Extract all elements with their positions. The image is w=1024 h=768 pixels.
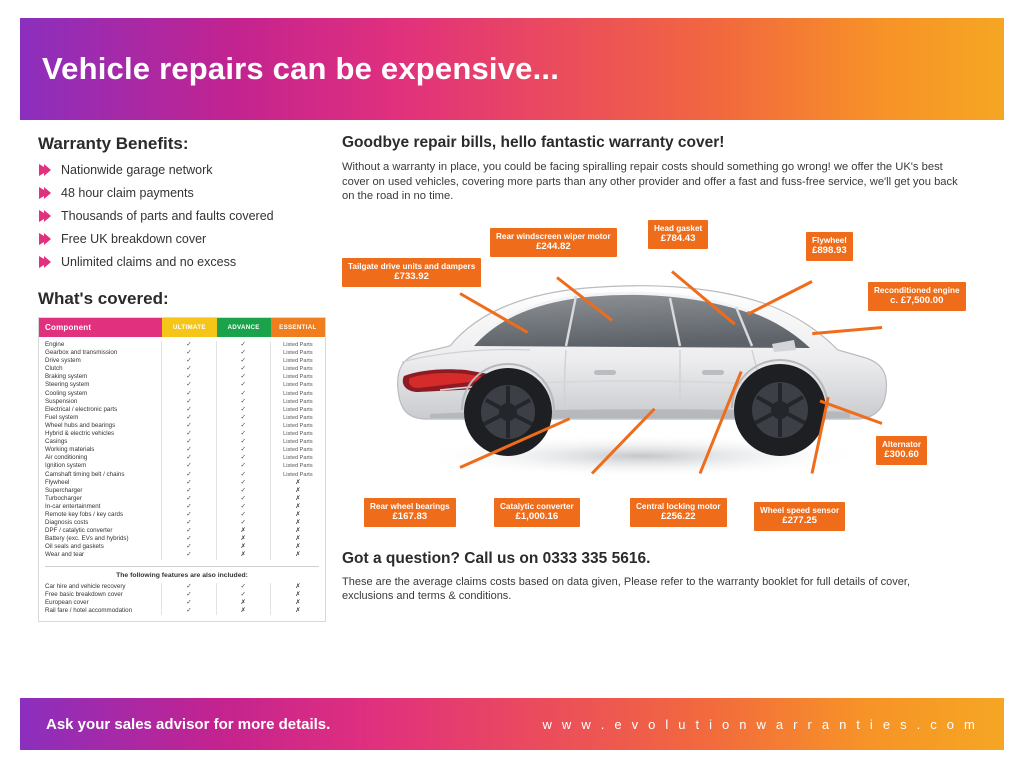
footer-website[interactable]: w w w . e v o l u t i o n w a r r a n t i e s . c o m xyxy=(542,716,978,732)
coverage-component-name: Electrical / electronic parts xyxy=(39,406,162,414)
coverage-cell-advance: ✓ xyxy=(217,349,271,357)
coverage-component-name: European cover xyxy=(39,599,162,607)
coverage-cell-ultimate: ✓ xyxy=(162,438,216,446)
coverage-cell-advance: ✗ xyxy=(217,543,271,551)
coverage-cell-advance: ✓ xyxy=(217,503,271,511)
coverage-cell-advance: ✓ xyxy=(217,471,271,479)
column-header-essential: ESSENTIAL xyxy=(271,318,325,337)
coverage-cell-advance: ✓ xyxy=(217,406,271,414)
coverage-cell-advance: ✓ xyxy=(217,438,271,446)
coverage-component-name: Hybrid & electric vehicles xyxy=(39,430,162,438)
coverage-cell-essential: Listed Parts xyxy=(283,471,313,478)
car-illustration xyxy=(380,258,900,488)
coverage-cell-ultimate: ✓ xyxy=(162,527,216,535)
callout-label: Central locking motor xyxy=(636,501,721,511)
coverage-cell-essential: ✗ xyxy=(295,582,301,590)
coverage-cell-ultimate: ✓ xyxy=(162,430,216,438)
whats-covered-title: What's covered: xyxy=(38,289,169,308)
table-row xyxy=(39,479,325,487)
coverage-table-header xyxy=(39,318,325,337)
coverage-component-name: Clutch xyxy=(39,365,162,373)
coverage-cell-essential: ✗ xyxy=(295,590,301,598)
table-row xyxy=(39,503,325,511)
table-row xyxy=(39,471,325,479)
coverage-component-name: Free basic breakdown cover xyxy=(39,591,162,599)
coverage-component-name: Battery (exc. EVs and hybrids) xyxy=(39,535,162,543)
coverage-cell-essential: Listed Parts xyxy=(283,350,313,357)
coverage-cell-essential: ✗ xyxy=(295,543,301,551)
coverage-cell-ultimate: ✓ xyxy=(162,373,216,381)
coverage-cell-essential: Listed Parts xyxy=(283,390,313,397)
table-row xyxy=(39,543,325,551)
question-paragraph: These are the average claims costs based on data given, Please refer to the warranty booklet for full details of cover, exclusions and terms & conditions. xyxy=(342,575,911,602)
coverage-cell-ultimate: ✓ xyxy=(162,349,216,357)
page-title: Vehicle repairs can be expensive... xyxy=(42,51,560,86)
benefit-label: Unlimited claims and no excess xyxy=(61,255,237,269)
coverage-cell-ultimate: ✓ xyxy=(162,511,216,519)
coverage-cell-essential: Listed Parts xyxy=(283,366,313,373)
coverage-cell-advance: ✗ xyxy=(217,535,271,543)
coverage-component-name: Flywheel xyxy=(39,479,162,487)
coverage-cell-essential: ✗ xyxy=(295,494,301,502)
table-row xyxy=(39,430,325,438)
coverage-cell-ultimate: ✓ xyxy=(162,365,216,373)
coverage-component-name: Remote key fobs / key cards xyxy=(39,511,162,519)
callout-price: £733.92 xyxy=(394,271,429,282)
coverage-cell-advance: ✗ xyxy=(217,607,271,615)
table-row xyxy=(39,438,325,446)
left-column xyxy=(20,134,320,694)
chevron-right-icon xyxy=(38,163,52,177)
callout-label: Rear wheel bearings xyxy=(370,501,450,511)
callout-label: Rear windscreen wiper motor xyxy=(496,231,611,241)
chevron-right-icon xyxy=(38,186,52,200)
benefit-item xyxy=(38,163,314,177)
main-paragraph: Without a warranty in place, you could be facing spiralling repair costs should something go wrong! we offer the UK's best cover on used vehicles, covering more parts than any other provider and offer a fast and fuss-free service, we'll get you back on the road in no time. xyxy=(342,161,958,202)
coverage-component-name: Diagnosis costs xyxy=(39,519,162,527)
callout-price: £256.22 xyxy=(660,511,696,522)
callout-price: £244.82 xyxy=(535,241,571,252)
coverage-rows xyxy=(39,337,325,560)
benefit-label: Free UK breakdown cover xyxy=(61,232,207,246)
coverage-cell-essential: ✗ xyxy=(295,535,301,543)
column-header-advance: ADVANCE xyxy=(217,318,271,337)
benefits-list xyxy=(38,163,314,269)
table-row xyxy=(39,422,325,430)
coverage-component-name: Supercharger xyxy=(39,487,162,495)
coverage-component-name: Wear and tear xyxy=(39,551,162,559)
coverage-cell-ultimate: ✓ xyxy=(162,551,216,559)
benefit-item xyxy=(38,209,314,223)
table-row xyxy=(39,495,325,503)
coverage-component-name: Air conditioning xyxy=(39,454,162,462)
coverage-cell-essential: ✗ xyxy=(295,510,301,518)
coverage-component-name: Turbocharger xyxy=(39,495,162,503)
benefit-item xyxy=(38,186,314,200)
callout-rear-wheel-bearings xyxy=(364,498,456,527)
coverage-cell-ultimate: ✓ xyxy=(162,398,216,406)
column-header-ultimate: ULTIMATE xyxy=(162,318,216,337)
callout-label: Wheel speed sensor xyxy=(760,505,840,515)
table-row xyxy=(39,551,325,559)
coverage-cell-essential: Listed Parts xyxy=(283,406,313,413)
coverage-component-name: DPF / catalytic converter xyxy=(39,527,162,535)
coverage-cell-essential: ✗ xyxy=(295,502,301,510)
callout-head-gasket xyxy=(648,220,708,249)
question-block xyxy=(342,550,994,604)
table-row xyxy=(39,357,325,365)
coverage-cell-essential: Listed Parts xyxy=(283,463,313,470)
coverage-cell-ultimate: ✓ xyxy=(162,357,216,365)
coverage-component-name: Working materials xyxy=(39,446,162,454)
coverage-cell-ultimate: ✓ xyxy=(162,390,216,398)
coverage-component-name: In-car entertainment xyxy=(39,503,162,511)
coverage-cell-essential: ✗ xyxy=(295,598,301,606)
coverage-cell-advance: ✓ xyxy=(217,373,271,381)
callout-wheel-speed-sensor xyxy=(754,502,845,531)
coverage-cell-essential: Listed Parts xyxy=(283,342,313,348)
coverage-cell-essential: ✗ xyxy=(295,486,301,494)
table-row xyxy=(39,535,325,543)
coverage-cell-essential: Listed Parts xyxy=(283,422,313,429)
table-row xyxy=(39,406,325,414)
table-row xyxy=(39,591,325,599)
benefit-label: 48 hour claim payments xyxy=(61,186,194,200)
coverage-component-name: Drive system xyxy=(39,357,162,365)
coverage-cell-essential: Listed Parts xyxy=(283,414,313,421)
coverage-cell-advance: ✓ xyxy=(217,591,271,599)
coverage-component-name: Rail fare / hotel accommodation xyxy=(39,607,162,615)
benefit-label: Nationwide garage network xyxy=(61,163,213,177)
callout-label: Head gasket xyxy=(654,223,703,233)
coverage-component-name: Fuel system xyxy=(39,414,162,422)
table-row xyxy=(39,607,325,615)
coverage-cell-advance: ✓ xyxy=(217,487,271,495)
callout-tailgate xyxy=(342,258,481,287)
coverage-cell-ultimate: ✓ xyxy=(162,479,216,487)
warranty-benefits-title: Warranty Benefits: xyxy=(38,134,189,153)
callout-label: Reconditioned engine xyxy=(874,285,960,295)
benefit-item xyxy=(38,255,314,269)
chevron-right-icon xyxy=(38,255,52,269)
coverage-cell-essential: Listed Parts xyxy=(283,447,313,454)
table-row xyxy=(39,599,325,607)
coverage-cell-essential: ✗ xyxy=(295,527,301,535)
coverage-cell-essential: Listed Parts xyxy=(283,398,313,405)
coverage-cell-advance: ✓ xyxy=(217,511,271,519)
callout-central-locking xyxy=(630,498,727,527)
coverage-cell-essential: Listed Parts xyxy=(283,374,313,381)
coverage-cell-advance: ✓ xyxy=(217,341,271,349)
table-row xyxy=(39,398,325,406)
coverage-cell-ultimate: ✓ xyxy=(162,471,216,479)
callout-price: £167.83 xyxy=(392,511,428,522)
coverage-extra-rows xyxy=(39,583,325,621)
car-diagram xyxy=(342,214,982,544)
coverage-component-name: Ignition system xyxy=(39,462,162,470)
coverage-component-name: Engine xyxy=(39,341,162,349)
table-row xyxy=(39,527,325,535)
coverage-cell-ultimate: ✓ xyxy=(162,487,216,495)
coverage-cell-advance: ✓ xyxy=(217,495,271,503)
table-row xyxy=(39,390,325,398)
coverage-component-name: Suspension xyxy=(39,398,162,406)
coverage-cell-ultimate: ✓ xyxy=(162,503,216,511)
callout-label: Alternator xyxy=(882,439,922,449)
coverage-cell-advance: ✓ xyxy=(217,414,271,422)
coverage-component-name: Wheel hubs and bearings xyxy=(39,422,162,430)
table-row xyxy=(39,341,325,349)
callout-price: £300.60 xyxy=(884,449,919,460)
table-row xyxy=(39,349,325,357)
coverage-cell-essential: Listed Parts xyxy=(283,382,313,389)
coverage-cell-advance: ✓ xyxy=(217,519,271,527)
table-row xyxy=(39,373,325,381)
callout-price: £277.25 xyxy=(782,515,817,526)
coverage-cell-essential: Listed Parts xyxy=(283,358,313,365)
callout-price: £898.93 xyxy=(812,245,847,256)
coverage-component-name: Gearbox and transmission xyxy=(39,349,162,357)
coverage-cell-ultimate: ✓ xyxy=(162,406,216,414)
right-column xyxy=(320,134,1004,694)
coverage-cell-ultimate: ✓ xyxy=(162,341,216,349)
chevron-right-icon xyxy=(38,209,52,223)
coverage-cell-ultimate: ✓ xyxy=(162,495,216,503)
coverage-cell-essential: Listed Parts xyxy=(283,431,313,438)
coverage-component-name: Casings xyxy=(39,438,162,446)
coverage-cell-advance: ✗ xyxy=(217,599,271,607)
table-row xyxy=(39,583,325,591)
coverage-cell-ultimate: ✓ xyxy=(162,599,216,607)
car-svg xyxy=(380,258,900,488)
table-row xyxy=(39,381,325,389)
coverage-cell-ultimate: ✓ xyxy=(162,583,216,591)
callout-price: £1,000.16 xyxy=(515,511,559,522)
coverage-cell-ultimate: ✓ xyxy=(162,462,216,470)
callout-label: Catalytic converter xyxy=(500,501,574,511)
coverage-cell-essential: Listed Parts xyxy=(283,455,313,462)
coverage-cell-ultimate: ✓ xyxy=(162,454,216,462)
footer-banner xyxy=(20,698,1004,750)
coverage-cell-advance: ✓ xyxy=(217,462,271,470)
question-heading: Got a question? Call us on 0333 335 5616. xyxy=(342,549,651,567)
table-row xyxy=(39,414,325,422)
callout-price: £784.43 xyxy=(660,233,696,244)
coverage-subheading: The following features are also included: xyxy=(45,566,319,583)
main-heading: Goodbye repair bills, hello fantastic warranty cover! xyxy=(342,134,725,151)
callout-rear-wiper xyxy=(490,228,617,257)
coverage-cell-advance: ✓ xyxy=(217,422,271,430)
coverage-component-name: Oil seals and gaskets xyxy=(39,543,162,551)
coverage-cell-essential: ✗ xyxy=(295,606,301,614)
coverage-cell-ultimate: ✓ xyxy=(162,535,216,543)
coverage-cell-essential: ✗ xyxy=(295,519,301,527)
table-row xyxy=(39,511,325,519)
coverage-cell-advance: ✓ xyxy=(217,583,271,591)
table-row xyxy=(39,365,325,373)
coverage-cell-essential: ✗ xyxy=(295,551,301,559)
coverage-cell-ultimate: ✓ xyxy=(162,422,216,430)
coverage-cell-advance: ✓ xyxy=(217,365,271,373)
coverage-component-name: Steering system xyxy=(39,381,162,389)
coverage-component-name: Braking system xyxy=(39,373,162,381)
benefit-label: Thousands of parts and faults covered xyxy=(61,209,274,223)
table-row xyxy=(39,462,325,470)
callout-label: Tailgate drive units and dampers xyxy=(348,261,476,271)
table-row xyxy=(39,454,325,462)
coverage-cell-advance: ✓ xyxy=(217,398,271,406)
coverage-table xyxy=(38,317,326,622)
coverage-cell-essential: ✗ xyxy=(295,478,301,486)
coverage-cell-advance: ✓ xyxy=(217,390,271,398)
header-banner xyxy=(20,18,1004,120)
callout-price: c. £7,500.00 xyxy=(890,295,944,306)
coverage-component-name: Cooling system xyxy=(39,390,162,398)
table-row xyxy=(39,446,325,454)
front-wheel xyxy=(734,364,826,456)
coverage-cell-advance: ✓ xyxy=(217,357,271,365)
coverage-cell-ultimate: ✓ xyxy=(162,446,216,454)
coverage-cell-essential: Listed Parts xyxy=(283,439,313,446)
coverage-cell-advance: ✓ xyxy=(217,479,271,487)
coverage-cell-advance: ✗ xyxy=(217,551,271,559)
callout-label: Flywheel xyxy=(812,235,847,245)
coverage-component-name: Car hire and vehicle recovery xyxy=(39,583,162,591)
coverage-cell-advance: ✓ xyxy=(217,430,271,438)
table-row xyxy=(39,519,325,527)
benefit-item xyxy=(38,232,314,246)
coverage-cell-ultimate: ✓ xyxy=(162,414,216,422)
callout-alternator xyxy=(876,436,927,465)
coverage-cell-advance: ✓ xyxy=(217,381,271,389)
coverage-cell-ultimate: ✓ xyxy=(162,607,216,615)
chevron-right-icon xyxy=(38,232,52,246)
footer-cta: Ask your sales advisor for more details. xyxy=(46,715,331,733)
callout-catalytic-converter xyxy=(494,498,580,527)
coverage-cell-advance: ✗ xyxy=(217,527,271,535)
callout-recon-engine xyxy=(868,282,966,311)
column-header-component: Component xyxy=(39,318,162,337)
coverage-cell-ultimate: ✓ xyxy=(162,519,216,527)
rear-wheel xyxy=(464,368,552,456)
content-body xyxy=(20,120,1004,694)
coverage-cell-ultimate: ✓ xyxy=(162,381,216,389)
coverage-cell-advance: ✓ xyxy=(217,446,271,454)
coverage-cell-ultimate: ✓ xyxy=(162,591,216,599)
coverage-cell-advance: ✓ xyxy=(217,454,271,462)
callout-flywheel xyxy=(806,232,853,261)
coverage-cell-ultimate: ✓ xyxy=(162,543,216,551)
table-row xyxy=(39,487,325,495)
coverage-component-name: Camshaft timing belt / chains xyxy=(39,471,162,479)
